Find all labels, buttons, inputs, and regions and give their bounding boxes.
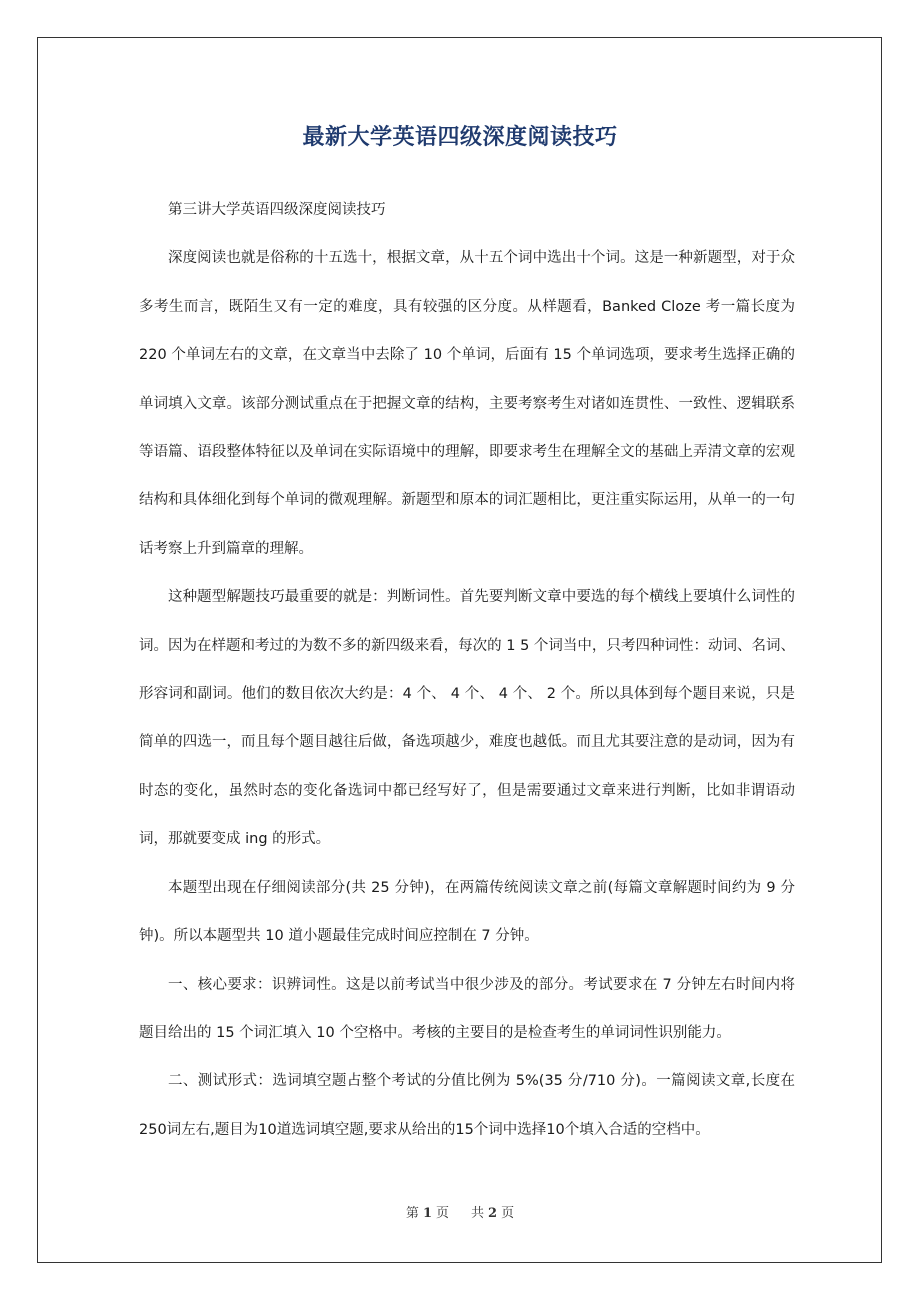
page-footer [0,1204,920,1224]
current-page-number: 1 [422,1206,432,1221]
paragraph: 深度阅读也就是俗称的十五选十，根据文章，从十五个词中选出十个词。这是一种新题型，对于众多考生而言，既陌生又有一定的难度，具有较强的区分度。从样题看，Banked Cloze 考一篇长度为 220 个单词左右的文章，在文章当中去除了 10 个单词，后面有 15 个单词选项，要求考生选择正确的单词填入文章。该部分测试重点在于把握文章的结构，主要考察考生对诸如连贯性、一致性、逻辑联系等语篇、语段整体特征以及单词在实际语境中的理解，即要求考生在理解全文的基础上弄清文章的宏观结构和具体细化到每个单词的微观理解。新题型和原本的词汇题相比，更注重实际运用，从单一的一句话考察上升到篇章的理解。 [139,250,795,557]
paragraph: 二、测试形式：选词填空题占整个考试的分值比例为 5%(35 分/710 分)。一篇阅读文章,长度在250词左右,题目为10道选词填空题,要求从给出的15个词中选择10个填入合适的空档中。 [139,1073,795,1138]
paragraph: 本题型出现在仔细阅读部分(共 25 分钟)，在两篇传统阅读文章之前(每篇文章解题时间约为 9 分钟)。所以本题型共 10 道小题最佳完成时间应控制在 7 分钟。 [139,879,795,945]
page-prefix: 第 [405,1206,419,1221]
total-page-number: 2 [488,1206,498,1221]
document-title: 最新大学英语四级深度阅读技巧 [302,125,618,150]
page-unit: 页 [435,1206,449,1221]
total-unit: 页 [501,1206,515,1221]
paragraph: 一、核心要求：识辨词性。这是以前考试当中很少涉及的部分。考试要求在 7 分钟左右时间内将题目给出的 15 个词汇填入 10 个空格中。考核的主要目的是检查考生的单词词性识别能力。 [139,976,795,1041]
total-prefix: 共 [471,1206,485,1221]
document-body [139,186,795,1154]
section-heading: 第三讲大学英语四级深度阅读技巧 [168,202,386,218]
paragraph: 这种题型解题技巧最重要的就是：判断词性。首先要判断文章中要选的每个横线上要填什么词性的词。因为在样题和考过的为数不多的新四级来看，每次的 1 5 个词当中，只考四种词性：动词、名词、形容词和副词。他们的数目依次大约是：4 个、 4 个、 4 个、 2 个。所以具体到每个题目来说，只是简单的四选一，而且每个题目越往后做，备选项越少，难度也越低。而且尤其要注意的是动词，因为有时态的变化，虽然时态的变化备选词中都已经写好了，但是需要通过文章来进行判断，比如非谓语动词，那就要变成 ing 的形式。 [139,589,795,848]
